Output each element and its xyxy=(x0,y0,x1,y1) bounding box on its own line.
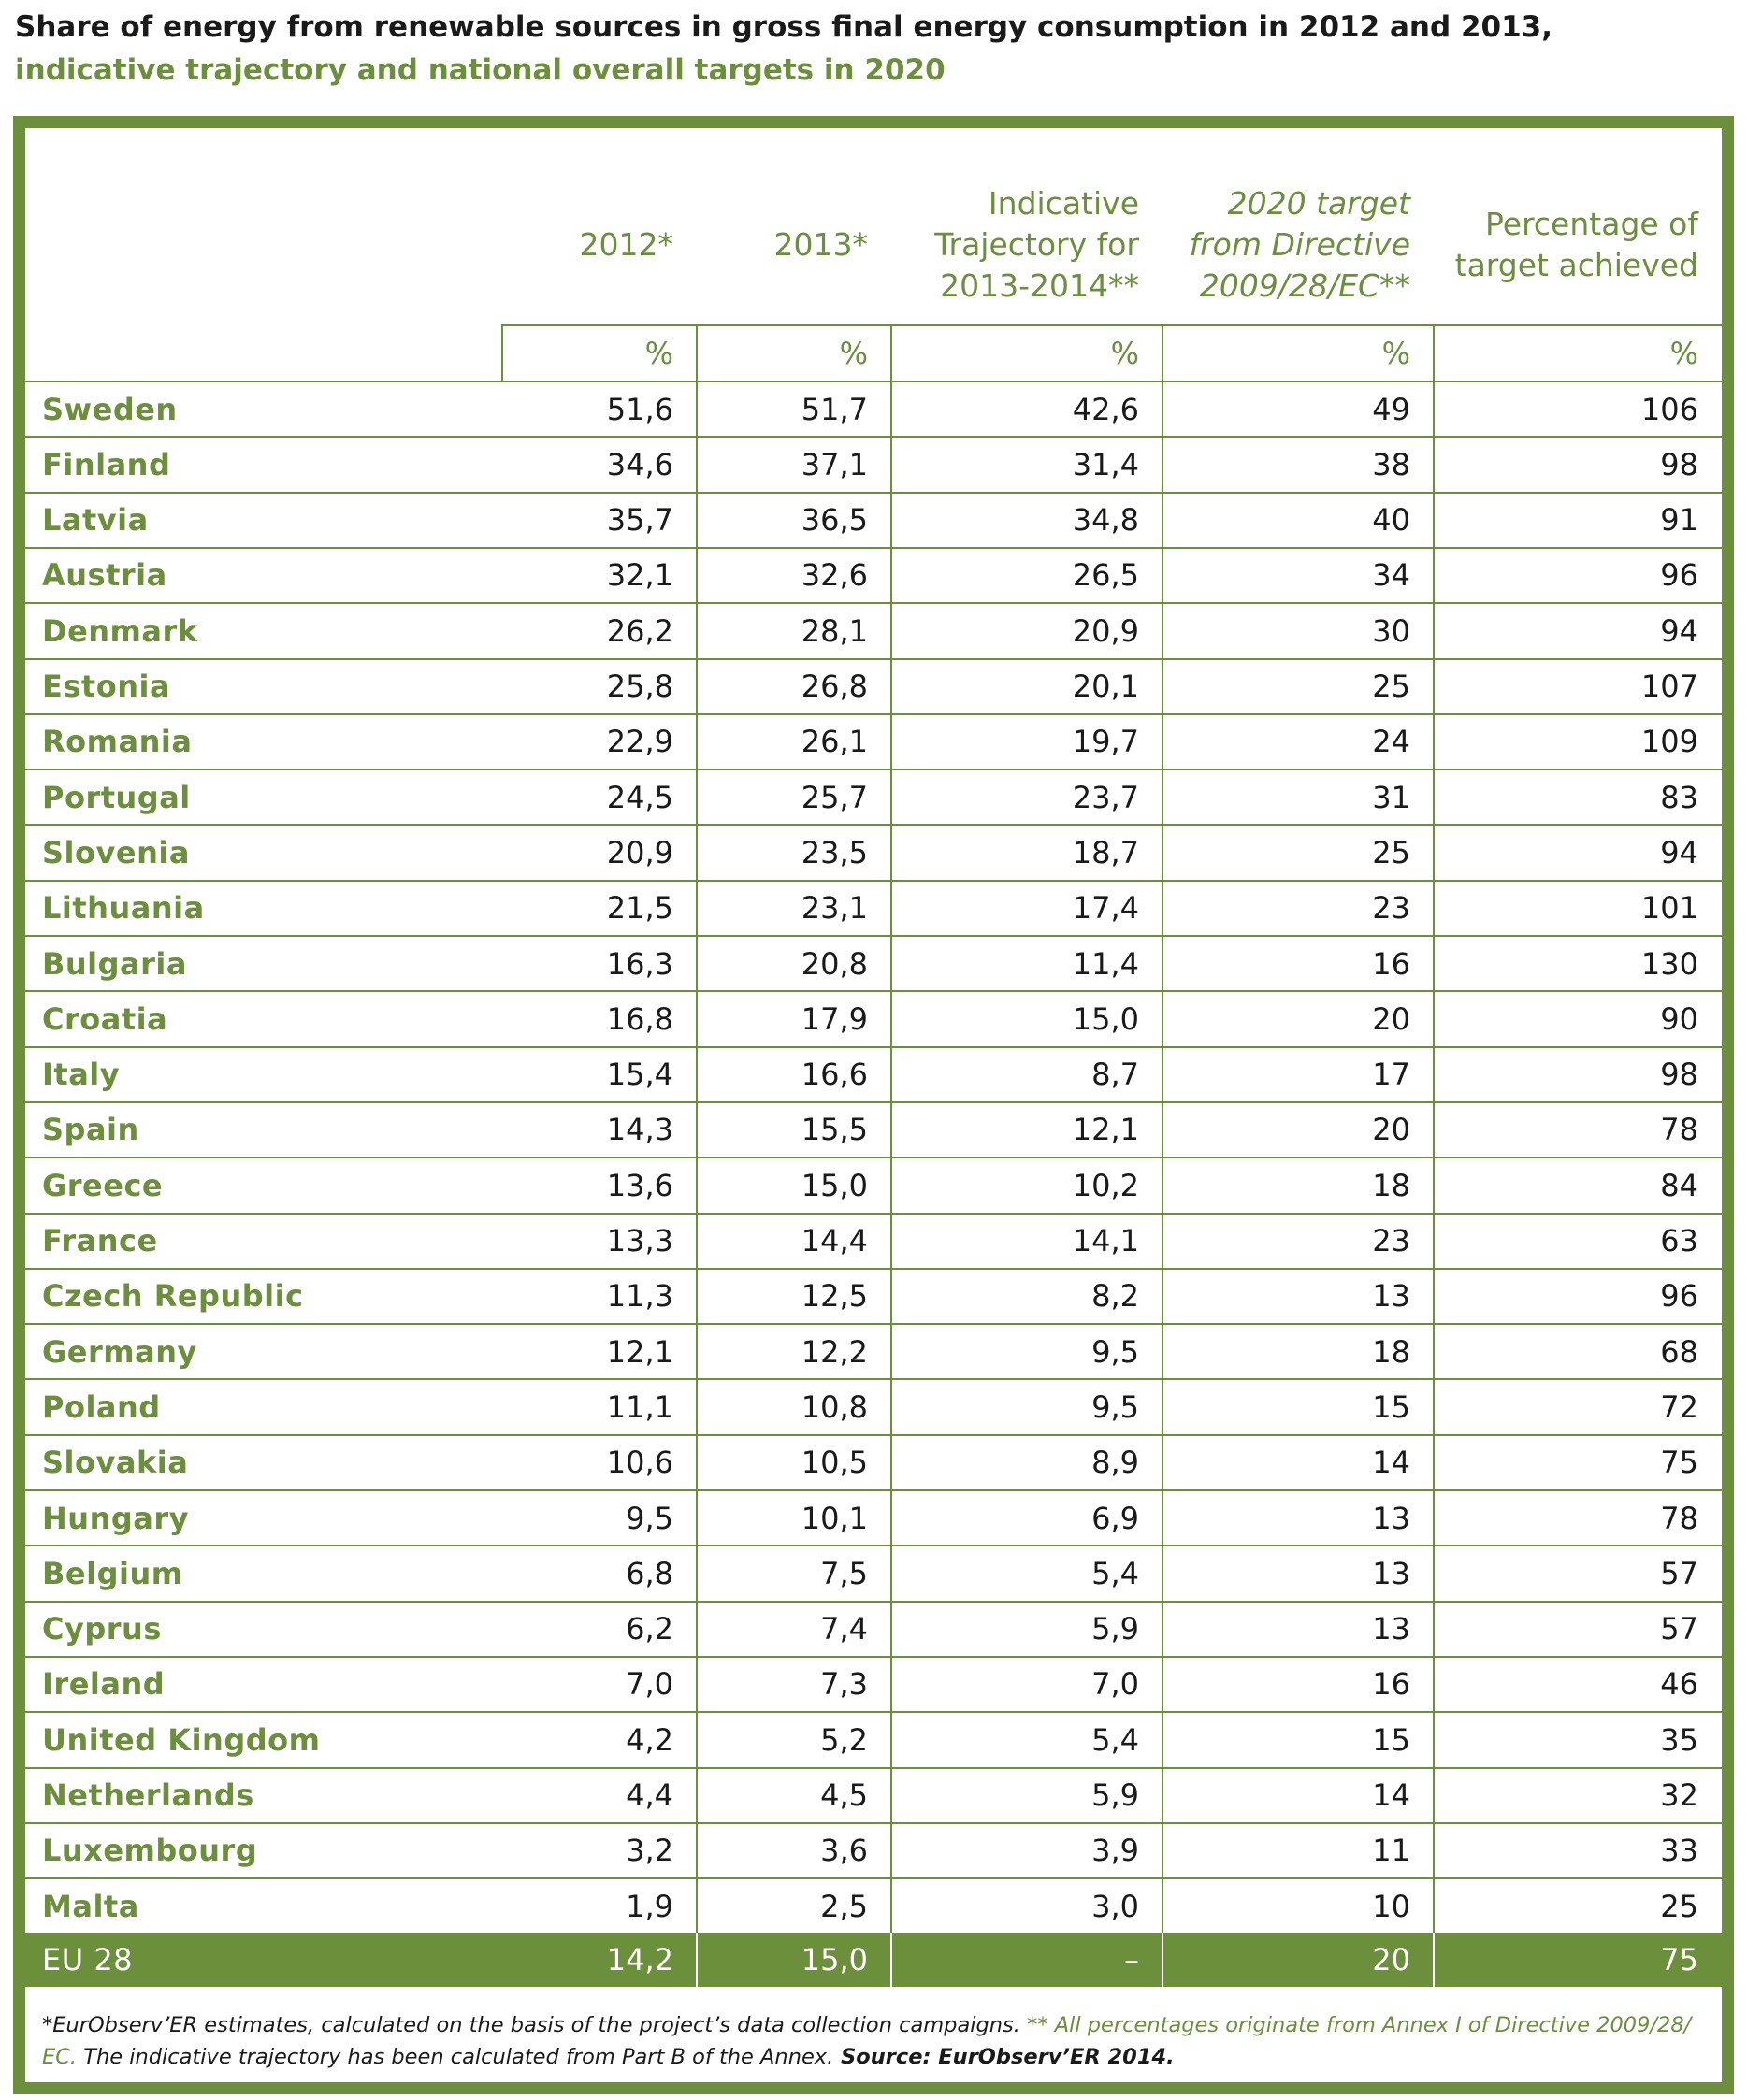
value-2013: 4,5 xyxy=(820,1777,868,1813)
table-row xyxy=(25,492,1722,547)
target-2020: 11 xyxy=(1372,1833,1410,1869)
column-header-line: target achieved xyxy=(1454,247,1698,283)
footnote-annex: ** All percentages originate from Annex I of Directive 2009/28/ EC. xyxy=(42,2013,1692,2069)
percentage-achieved: 35 xyxy=(1660,1721,1698,1758)
value-2012: 4,2 xyxy=(626,1721,673,1758)
value-2013: 20,8 xyxy=(801,945,868,982)
table-row xyxy=(25,1656,1722,1711)
country-name: France xyxy=(42,1223,158,1259)
table-row xyxy=(25,935,1722,990)
country-name: Germany xyxy=(42,1333,197,1370)
column-header-line: 2012* xyxy=(579,226,673,263)
total-value-2013: 15,0 xyxy=(801,1941,868,1978)
target-2020: 20 xyxy=(1372,1112,1410,1148)
unit-label: % xyxy=(839,336,868,371)
country-name: Slovenia xyxy=(42,834,190,870)
indicative-trajectory: 11,4 xyxy=(1072,945,1139,982)
percentage-achieved: 57 xyxy=(1660,1611,1698,1647)
value-2012: 12,1 xyxy=(606,1333,673,1370)
percentage-achieved: 68 xyxy=(1660,1333,1698,1370)
target-2020: 13 xyxy=(1372,1555,1410,1591)
country-name: Romania xyxy=(42,724,193,760)
table-frame xyxy=(13,116,1734,2094)
value-2013: 7,3 xyxy=(820,1666,868,1703)
value-2012: 4,4 xyxy=(626,1777,673,1813)
table-row xyxy=(25,824,1722,879)
indicative-trajectory: 8,2 xyxy=(1091,1278,1139,1315)
value-2012: 35,7 xyxy=(606,502,673,539)
value-2013: 3,6 xyxy=(820,1833,868,1869)
column-header-text xyxy=(1455,204,1698,286)
value-2013: 26,8 xyxy=(801,669,868,704)
value-2012: 11,3 xyxy=(606,1278,673,1315)
country-name: Latvia xyxy=(42,502,149,539)
target-2020: 25 xyxy=(1372,669,1410,704)
table-row xyxy=(25,1323,1722,1378)
percentage-achieved: 72 xyxy=(1660,1388,1698,1425)
percentage-achieved: 96 xyxy=(1660,1278,1698,1315)
indicative-trajectory: 12,1 xyxy=(1072,1112,1139,1148)
footnote-source: Source: EurObserv’ER 2014. xyxy=(833,2045,1175,2069)
target-2020: 34 xyxy=(1372,557,1410,594)
column-header-line: 2020 target xyxy=(1227,185,1410,222)
column-header-text xyxy=(774,224,868,266)
percentage-achieved: 91 xyxy=(1660,502,1698,539)
indicative-trajectory: 5,4 xyxy=(1091,1721,1139,1758)
indicative-trajectory: 18,7 xyxy=(1072,834,1139,870)
value-2013: 16,6 xyxy=(801,1057,868,1093)
table-row xyxy=(25,1545,1722,1600)
value-2013: 23,5 xyxy=(801,834,868,870)
target-2020: 18 xyxy=(1372,1333,1410,1370)
percentage-achieved: 101 xyxy=(1640,890,1698,927)
column-header-line: from Directive xyxy=(1189,226,1410,263)
percentage-achieved: 83 xyxy=(1660,779,1698,815)
value-2013: 10,8 xyxy=(801,1388,868,1425)
column-header-indicative-trajectory xyxy=(891,165,1162,324)
target-2020: 30 xyxy=(1372,612,1410,649)
country-name: Greece xyxy=(42,1167,164,1203)
percentage-achieved: 33 xyxy=(1660,1833,1698,1869)
value-2013: 12,2 xyxy=(801,1333,868,1370)
country-name: Slovakia xyxy=(42,1445,189,1481)
value-2013: 15,0 xyxy=(801,1167,868,1203)
country-name: Estonia xyxy=(42,669,171,704)
value-2012: 16,3 xyxy=(606,945,673,982)
indicative-trajectory: 34,8 xyxy=(1072,502,1139,539)
country-name: Netherlands xyxy=(42,1777,254,1813)
indicative-trajectory: 5,9 xyxy=(1091,1611,1139,1647)
value-2013: 15,5 xyxy=(801,1112,868,1148)
percentage-achieved: 57 xyxy=(1660,1555,1698,1591)
indicative-trajectory: 17,4 xyxy=(1072,890,1139,927)
target-2020: 23 xyxy=(1372,1223,1410,1259)
footnote-trajectory: The indicative trajectory has been calculated from Part B of the Annex. xyxy=(77,2045,834,2069)
table-row xyxy=(25,658,1722,713)
value-2012: 1,9 xyxy=(626,1888,673,1924)
target-2020: 25 xyxy=(1372,834,1410,870)
target-2020: 15 xyxy=(1372,1388,1410,1425)
target-2020: 13 xyxy=(1372,1278,1410,1315)
indicative-trajectory: 26,5 xyxy=(1072,557,1139,594)
target-2020: 13 xyxy=(1372,1611,1410,1647)
percentage-achieved: 78 xyxy=(1660,1500,1698,1536)
table-row xyxy=(25,602,1722,657)
indicative-trajectory: 5,9 xyxy=(1091,1777,1139,1813)
percentage-achieved: 98 xyxy=(1660,446,1698,482)
unit-label: % xyxy=(1669,336,1698,371)
total-value-2012: 14,2 xyxy=(606,1941,673,1978)
value-2013: 5,2 xyxy=(820,1721,868,1758)
percentage-achieved: 46 xyxy=(1660,1666,1698,1703)
value-2013: 28,1 xyxy=(801,612,868,649)
value-2012: 15,4 xyxy=(606,1057,673,1093)
column-divider xyxy=(696,324,698,1933)
indicative-trajectory: 19,7 xyxy=(1072,724,1139,760)
total-target-2020: 20 xyxy=(1372,1941,1410,1978)
unit-label: % xyxy=(644,336,673,371)
column-header-target-2020 xyxy=(1162,165,1434,324)
percentage-achieved: 106 xyxy=(1640,391,1698,427)
value-2012: 6,8 xyxy=(626,1555,673,1591)
indicative-trajectory: 7,0 xyxy=(1091,1666,1139,1703)
title-line-1: Share of energy from renewable sources in gross final energy consumption in 2012 and 2013, xyxy=(15,10,1552,44)
value-2012: 21,5 xyxy=(606,890,673,927)
column-header-text xyxy=(1189,183,1410,307)
footnote-estimates: *EurObserv’ER estimates, calculated on the basis of the project’s data collection campaigns. xyxy=(42,2013,1020,2037)
percentage-achieved: 90 xyxy=(1660,1000,1698,1037)
value-2012: 22,9 xyxy=(606,724,673,760)
column-divider xyxy=(501,324,503,381)
table-row xyxy=(25,1213,1722,1268)
percentage-achieved: 130 xyxy=(1640,945,1698,982)
indicative-trajectory: 15,0 xyxy=(1072,1000,1139,1037)
table-row xyxy=(25,1378,1722,1433)
table-row xyxy=(25,1489,1722,1545)
table-row xyxy=(25,713,1722,769)
total-divider xyxy=(1433,1933,1435,1987)
value-2013: 10,1 xyxy=(801,1500,868,1536)
value-2012: 51,6 xyxy=(606,391,673,427)
country-name: Austria xyxy=(42,557,167,594)
value-2012: 13,6 xyxy=(606,1167,673,1203)
column-divider xyxy=(1433,324,1435,1933)
value-2013: 36,5 xyxy=(801,502,868,539)
percentage-achieved: 94 xyxy=(1660,834,1698,870)
country-name: Finland xyxy=(42,446,171,482)
percentage-achieved: 109 xyxy=(1640,724,1698,760)
column-header-line: Percentage of xyxy=(1485,206,1698,242)
table-row xyxy=(25,1711,1722,1766)
country-name: Luxembourg xyxy=(42,1833,258,1869)
table-row xyxy=(25,1157,1722,1212)
value-2013: 14,4 xyxy=(801,1223,868,1259)
value-2013: 2,5 xyxy=(820,1888,868,1924)
table-row xyxy=(25,1046,1722,1101)
value-2013: 51,7 xyxy=(801,391,868,427)
country-name: Lithuania xyxy=(42,890,205,927)
country-name: Belgium xyxy=(42,1555,183,1591)
unit-row xyxy=(25,326,1722,381)
value-2012: 13,3 xyxy=(606,1223,673,1259)
target-2020: 23 xyxy=(1372,890,1410,927)
country-name: Cyprus xyxy=(42,1611,162,1647)
target-2020: 10 xyxy=(1372,1888,1410,1924)
indicative-trajectory: 23,7 xyxy=(1072,779,1139,815)
table-row xyxy=(25,990,1722,1045)
footnote xyxy=(42,2009,1697,2073)
column-header-line: 2013* xyxy=(773,226,868,263)
table-row xyxy=(25,436,1722,491)
table-row xyxy=(25,1767,1722,1822)
value-2012: 3,2 xyxy=(626,1833,673,1869)
indicative-trajectory: 14,1 xyxy=(1072,1223,1139,1259)
value-2012: 10,6 xyxy=(606,1445,673,1481)
value-2012: 16,8 xyxy=(606,1000,673,1037)
column-divider xyxy=(1162,324,1163,1933)
unit-label: % xyxy=(1381,336,1410,371)
indicative-trajectory: 10,2 xyxy=(1072,1167,1139,1203)
column-header-value-2012 xyxy=(502,165,697,324)
column-header-text xyxy=(934,183,1139,307)
table-row xyxy=(25,1601,1722,1656)
target-2020: 49 xyxy=(1372,391,1410,427)
table-row xyxy=(25,1268,1722,1323)
value-2012: 26,2 xyxy=(606,612,673,649)
indicative-trajectory: 20,9 xyxy=(1072,612,1139,649)
value-2013: 37,1 xyxy=(801,446,868,482)
indicative-trajectory: 31,4 xyxy=(1072,446,1139,482)
country-name: Ireland xyxy=(42,1666,166,1703)
table-row xyxy=(25,1877,1722,1933)
value-2013: 32,6 xyxy=(801,557,868,594)
indicative-trajectory: 8,9 xyxy=(1091,1445,1139,1481)
target-2020: 18 xyxy=(1372,1167,1410,1203)
target-2020: 14 xyxy=(1372,1445,1410,1481)
percentage-achieved: 107 xyxy=(1640,669,1698,704)
total-label: EU 28 xyxy=(42,1941,134,1978)
target-2020: 16 xyxy=(1372,1666,1410,1703)
target-2020: 20 xyxy=(1372,1000,1410,1037)
value-2012: 34,6 xyxy=(606,446,673,482)
value-2012: 24,5 xyxy=(606,779,673,815)
percentage-achieved: 75 xyxy=(1660,1445,1698,1481)
target-2020: 38 xyxy=(1372,446,1410,482)
title-line-2: indicative trajectory and national overall targets in 2020 xyxy=(15,53,946,87)
indicative-trajectory: 3,9 xyxy=(1091,1833,1139,1869)
total-divider xyxy=(1162,1933,1163,1987)
country-name: Malta xyxy=(42,1888,139,1924)
country-name: Croatia xyxy=(42,1000,168,1037)
column-header-line: 2013-2014** xyxy=(940,267,1139,304)
total-row xyxy=(25,1933,1722,1987)
country-name: Bulgaria xyxy=(42,945,187,982)
indicative-trajectory: 9,5 xyxy=(1091,1388,1139,1425)
country-name: Spain xyxy=(42,1112,139,1148)
country-name: Portugal xyxy=(42,779,191,815)
column-header-line: Trajectory for xyxy=(934,226,1139,263)
indicative-trajectory: 8,7 xyxy=(1091,1057,1139,1093)
percentage-achieved: 94 xyxy=(1660,612,1698,649)
value-2013: 7,5 xyxy=(820,1555,868,1591)
country-name: Hungary xyxy=(42,1500,189,1536)
value-2012: 32,1 xyxy=(606,557,673,594)
column-header-line: 2009/28/EC** xyxy=(1199,267,1410,304)
percentage-achieved: 84 xyxy=(1660,1167,1698,1203)
column-header-line: Indicative xyxy=(988,185,1139,222)
table-row xyxy=(25,1822,1722,1877)
target-2020: 31 xyxy=(1372,779,1410,815)
value-2013: 7,4 xyxy=(820,1611,868,1647)
table-row xyxy=(25,1101,1722,1157)
value-2012: 9,5 xyxy=(626,1500,673,1536)
column-header-value-2013 xyxy=(697,165,891,324)
percentage-achieved: 98 xyxy=(1660,1057,1698,1093)
value-2012: 6,2 xyxy=(626,1611,673,1647)
target-2020: 13 xyxy=(1372,1500,1410,1536)
column-divider xyxy=(890,324,892,1933)
country-name: Denmark xyxy=(42,612,198,649)
total-percentage-achieved: 75 xyxy=(1660,1941,1698,1978)
value-2013: 26,1 xyxy=(801,724,868,760)
column-header-percentage-achieved xyxy=(1434,165,1722,324)
table-row xyxy=(25,381,1722,436)
indicative-trajectory: 20,1 xyxy=(1072,669,1139,704)
target-2020: 16 xyxy=(1372,945,1410,982)
value-2012: 20,9 xyxy=(606,834,673,870)
page-title xyxy=(15,6,1736,92)
percentage-achieved: 32 xyxy=(1660,1777,1698,1813)
country-name: Italy xyxy=(42,1057,121,1093)
value-2012: 14,3 xyxy=(606,1112,673,1148)
percentage-achieved: 78 xyxy=(1660,1112,1698,1148)
target-2020: 24 xyxy=(1372,724,1410,760)
table-row xyxy=(25,880,1722,935)
country-name: Czech Republic xyxy=(42,1278,304,1315)
country-name: United Kingdom xyxy=(42,1721,321,1758)
value-2013: 25,7 xyxy=(801,779,868,815)
total-divider xyxy=(890,1933,892,1987)
value-2013: 12,5 xyxy=(801,1278,868,1315)
table-row xyxy=(25,769,1722,824)
percentage-achieved: 25 xyxy=(1660,1888,1698,1924)
column-header-text xyxy=(580,224,673,266)
indicative-trajectory: 3,0 xyxy=(1091,1888,1139,1924)
value-2012: 7,0 xyxy=(626,1666,673,1703)
indicative-trajectory: 9,5 xyxy=(1091,1333,1139,1370)
value-2012: 25,8 xyxy=(606,669,673,704)
target-2020: 17 xyxy=(1372,1057,1410,1093)
target-2020: 14 xyxy=(1372,1777,1410,1813)
table-row xyxy=(25,1434,1722,1489)
total-indicative-trajectory: – xyxy=(1124,1941,1139,1978)
indicative-trajectory: 6,9 xyxy=(1091,1500,1139,1536)
indicative-trajectory: 42,6 xyxy=(1072,391,1139,427)
indicative-trajectory: 5,4 xyxy=(1091,1555,1139,1591)
value-2013: 23,1 xyxy=(801,890,868,927)
unit-label: % xyxy=(1110,336,1139,371)
table-header xyxy=(25,128,1722,326)
target-2020: 40 xyxy=(1372,502,1410,539)
country-name: Poland xyxy=(42,1388,161,1425)
target-2020: 15 xyxy=(1372,1721,1410,1758)
percentage-achieved: 96 xyxy=(1660,557,1698,594)
country-name: Sweden xyxy=(42,391,178,427)
value-2012: 11,1 xyxy=(606,1388,673,1425)
total-divider xyxy=(696,1933,698,1987)
value-2013: 17,9 xyxy=(801,1000,868,1037)
percentage-achieved: 63 xyxy=(1660,1223,1698,1259)
table-row xyxy=(25,547,1722,602)
value-2013: 10,5 xyxy=(801,1445,868,1481)
